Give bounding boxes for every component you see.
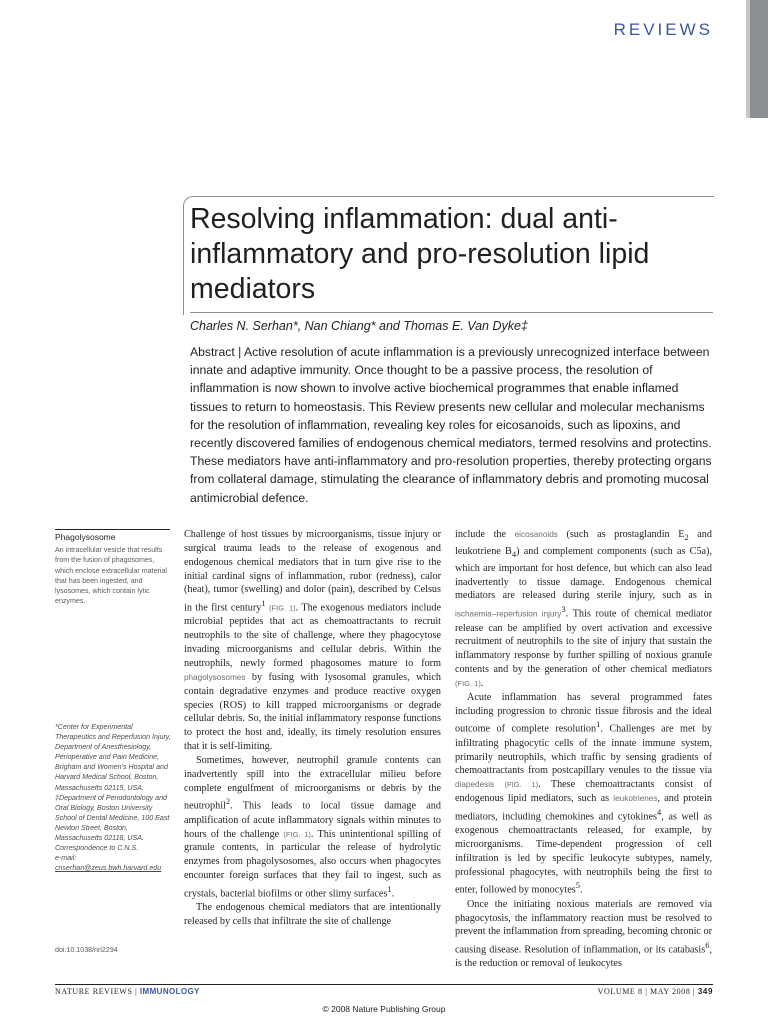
glossary-definition: An intracellular vesicle that results from the fusion of phagosomes, which enclose extracellular material that has been ingested, and lysosomes, which contain lytic enzymes. bbox=[55, 546, 167, 606]
figure-ref[interactable]: (FIG. 1) bbox=[455, 678, 481, 688]
footer-rule bbox=[55, 984, 713, 985]
copyright: © 2008 Nature Publishing Group bbox=[322, 1004, 446, 1014]
affiliation-1: *Center for Experimental Therapeutics and Reperfusion Injury, Department of Anesthesiology, Perioperative and Pain Medicine, Brigham and Women's Hospital and Harvard Medical School, Boston, Massachusetts 02115, USA. bbox=[55, 723, 171, 792]
body-column-1 bbox=[184, 528, 441, 929]
title-rule bbox=[190, 312, 713, 313]
affiliation-2: ‡Department of Periodontology and Oral Biology, Boston University School of Dental Medicine, 100 East Newton Street, Boston, Massachusetts 02118, USA. bbox=[55, 793, 170, 843]
glossary-rule bbox=[55, 529, 170, 530]
doi: doi:10.1038/nri2294 bbox=[55, 946, 118, 954]
figure-ref[interactable]: (FIG. 1) bbox=[283, 829, 311, 839]
figure-ref[interactable]: (FIG. 1) bbox=[269, 603, 296, 613]
glossary-link-eicosanoids[interactable]: eicosanoids bbox=[514, 530, 558, 539]
page-tab bbox=[750, 0, 768, 118]
paragraph: Acute inflammation has several programmed fates including progression to chronic tissue fibrosis and the ideal outcome of complete resolution$^1$. Challenges are met by infiltrating phagocytic cells of the innate immune system, primarily neutrophils, which traffic by sensing gradients of chemoattractants from postcapillary venules to the tissue via diapedesis (FIG. 1). These chemoattractants consist of endogenous lipid mediators, such as leukotrienes, and protein mediators, including chemokines and cytokines$^4$, as well as exogenous chemoattractants released, for example, by microorganisms. Time-dependent progression of cell infiltration is led by specific leukocyte subtypes, namely, professional phagocytes, with neutrophils being the first to enter, followed by monocytes$^5$. bbox=[455, 691, 713, 896]
glossary-link-phagolysosomes[interactable]: phagolysosomes bbox=[184, 672, 246, 682]
body-column-2 bbox=[455, 528, 712, 971]
affiliations bbox=[55, 722, 173, 873]
email-label: e-mail: bbox=[55, 854, 77, 863]
paragraph: Once the initiating noxious materials are removed via phagocytosis, the inflammatory reaction must be resolved to prevent the inflammation from spreading, becoming chronic or causing disease. Resolution of inflammation, or its catabasis$^6$, is the reduction or removal of leukocytes bbox=[455, 898, 712, 970]
paragraph: include the eicosanoids (such as prostaglandin $E_2$ and leukotriene $B_4$) and complement components (such as C5a), which are important for host defence, but which can also lead inadvertently to tissue damage. Endogenous chemical mediators are released during sterile injury, such as in ischaemia–reperfusion injury$^3$. This route of chemical mediator release can be amplified by overt activation and excessive recruitment of neutrophils to the site of injury that sustain the inflammatory response by further spilling of noxious granule contents and by the generation of other chemical mediators (FIG. 1). bbox=[455, 529, 712, 689]
section-label: REVIEWS bbox=[613, 20, 713, 39]
email-link[interactable]: cnserhan@zeus.bwh.harvard.edu bbox=[55, 864, 162, 873]
glossary-link-leukotrienes[interactable]: leukotrienes bbox=[613, 794, 658, 804]
footer-volume: VOLUME 8 | MAY 2008 | 349 bbox=[597, 987, 713, 996]
paragraph: Sometimes, however, neutrophil granule contents can inadvertently spill into the extracellular milieu before complete engulfment of microorganisms or debris by the neutrophil$^2$. This leads to local tissue damage and amplification of acute inflammatory signals within minutes to hours of the challenge (FIG. 1). This unintentional spilling of granule contents, in particular the release of hydrolytic enzymes from phagolysosomes, also occurs when phagocytes encounter foreign surfaces that they fail to ingest, such as crystals, bacterial biofilms or other slimy surfaces$^1$. bbox=[184, 754, 441, 900]
authors: Charles N. Serhan*, Nan Chiang* and Thomas E. Van Dyke‡ bbox=[190, 319, 528, 333]
paragraph: Challenge of host tissues by microorganisms, tissue injury or surgical trauma leads to the release of exogenous and endogenous chemical mediators that in turn give rise to the initial cardinal signs of inflammation, rubor (redness), calor (heat), tumor (swelling) and dolor (pain), described by Celsus in the first century$^1$ (FIG. 1). The exogenous mediators include microbial peptides that act as chemoattractants to recruit neutrophils to the site of challenge, where they phagocytose invading microorganisms and cellular debris. Within the neutrophils, newly formed phagosomes mature to form phagolysosomes by fusing with lysosomal granules, which contain degradative enzymes and produce reactive oxygen species (ROS) to kill trapped microorganisms or degrade cellular debris. So, the initial inflammatory response functions to protect the host and, ideally, its timely resolution ensures that it is self-limiting. bbox=[184, 529, 441, 753]
page-number: 349 bbox=[697, 987, 713, 996]
figure-ref[interactable]: (FIG. 1) bbox=[504, 780, 539, 790]
glossary-term: Phagolysosome bbox=[55, 532, 116, 542]
glossary-link-ischaemia[interactable]: ischaemia–reperfusion injury bbox=[455, 609, 562, 619]
article-title: Resolving inflammation: dual anti-inflammatory and pro-resolution lipid mediators bbox=[190, 203, 650, 305]
footer-journal: NATURE REVIEWS | IMMUNOLOGY bbox=[55, 987, 200, 996]
correspondence: Correspondence to C.N.S. bbox=[55, 844, 139, 853]
footer-journal-section: IMMUNOLOGY bbox=[139, 987, 200, 996]
paragraph: The endogenous chemical mediators that are intentionally released by cells that infiltrate the site of challenge bbox=[184, 902, 441, 927]
abstract: Abstract | Active resolution of acute inflammation is a previously unrecognized interface between innate and adaptive immunity. Once thought to be a passive process, the resolution of inflammation is now shown to involve active biochemical programmes that enable inflamed tissues to return to homeostasis. This Review presents new cellular and molecular mechanisms for the resolution of inflammation, revealing key roles for eicosanoids, such as lipoxins, and recently discovered families of endogenous chemical mediators, termed resolvins and protectins. These mediators have anti-inflammatory and pro-resolution properties, thereby protecting organs from collateral damage, stimulating the clearance of inflammatory debris and promoting mucosal antimicrobial defence. bbox=[190, 345, 712, 505]
glossary-link-diapedesis[interactable]: diapedesis bbox=[455, 780, 495, 790]
